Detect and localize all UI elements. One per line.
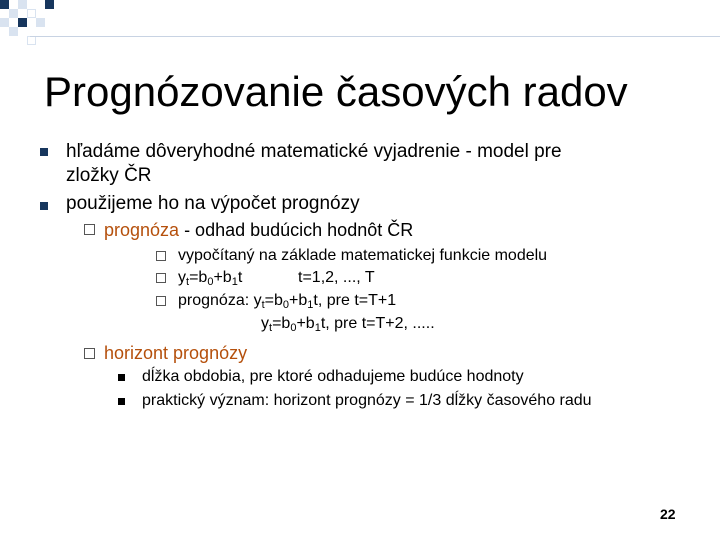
formula-subscript: 1 xyxy=(231,276,238,288)
formula-part: t, pre t=T+2, ..... xyxy=(320,315,435,332)
corner-square xyxy=(9,9,18,18)
formula-part: t, pre t=T+1 xyxy=(313,292,397,309)
sub-bullet-rest: - odhad budúcich hodnôt ČR xyxy=(179,220,414,240)
corner-square xyxy=(0,18,9,27)
formula-subscript: 0 xyxy=(207,276,214,288)
formula-subscript: 1 xyxy=(314,322,321,334)
sub-sub-bullet-formula xyxy=(178,291,396,311)
formula-part: =b xyxy=(189,269,208,286)
sub-sub-bullet-formula xyxy=(178,268,242,288)
hollow-square-icon xyxy=(156,251,166,261)
bullet-square-icon xyxy=(40,202,48,210)
formula-subscript: 0 xyxy=(290,322,297,334)
corner-square xyxy=(36,18,45,27)
hollow-square-icon xyxy=(84,224,95,235)
sub-sub-bullet-text: praktický význam: horizont prognózy = 1/3 dĺžky časového radu xyxy=(142,392,592,409)
bullet-square-icon xyxy=(118,374,125,381)
sub-bullet-text xyxy=(104,219,413,241)
formula-part: y xyxy=(261,315,269,332)
slide-title: Prognózovanie časových radov xyxy=(44,68,628,115)
formula-part: +b xyxy=(213,269,232,286)
bullet-text-line: hľadáme dôveryhodné matematické vyjadrenie - model pre xyxy=(66,141,562,162)
hollow-square-icon xyxy=(84,348,95,359)
formula-continuation xyxy=(261,314,435,334)
formula-part: +b xyxy=(289,292,308,309)
formula-subscript: t xyxy=(269,322,273,334)
formula-part: t xyxy=(237,269,243,286)
corner-square xyxy=(27,36,36,45)
corner-square xyxy=(18,18,27,27)
bullet-text-line: zložky ČR xyxy=(66,165,152,186)
formula-subscript: 0 xyxy=(282,299,290,311)
highlight-term: horizont prognózy xyxy=(104,343,248,363)
bullet-square-icon xyxy=(40,148,48,156)
corner-square xyxy=(0,0,9,9)
sub-sub-bullet-text: vypočítaný na základe matematickej funkcie modelu xyxy=(178,247,548,264)
corner-square xyxy=(27,9,36,18)
formula-part: prognóza: y xyxy=(178,292,262,309)
formula-part: +b xyxy=(296,315,315,332)
bullet-square-icon xyxy=(118,398,125,405)
formula-part: =b xyxy=(264,292,283,309)
corner-square xyxy=(45,0,54,9)
page-number: 22 xyxy=(660,506,676,522)
corner-square xyxy=(9,27,18,36)
formula-part: y xyxy=(178,269,186,286)
hollow-square-icon xyxy=(156,296,166,306)
hollow-square-icon xyxy=(156,273,166,283)
formula-subscript: t xyxy=(261,299,265,311)
formula-subscript: 1 xyxy=(307,299,314,311)
top-rule xyxy=(30,36,720,37)
formula-subscript: t xyxy=(186,276,190,288)
highlight-term: prognóza xyxy=(104,220,180,240)
corner-square xyxy=(18,0,27,9)
sub-sub-bullet-text: dĺžka obdobia, pre ktoré odhadujeme budúce hodnoty xyxy=(142,368,524,385)
bullet-text: použijeme ho na výpočet prognózy xyxy=(66,193,360,214)
bullet-text xyxy=(66,140,666,188)
formula-range: t=1,2, ..., T xyxy=(298,269,375,286)
formula-part: =b xyxy=(272,315,291,332)
